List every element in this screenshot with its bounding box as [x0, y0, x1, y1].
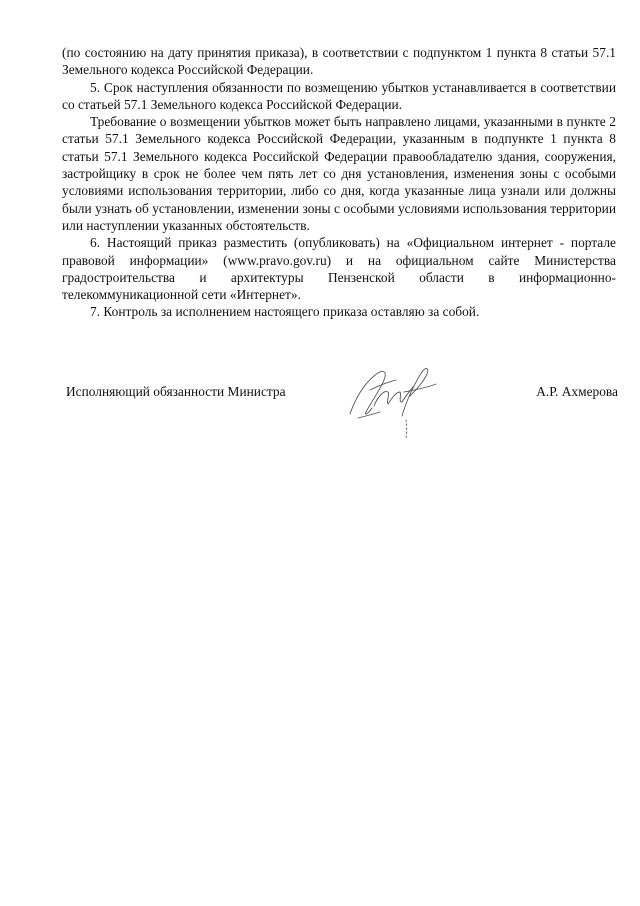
paragraph-continuation: (по состоянию на дату принятия приказа), в соответствии с подпунктом 1 пункта 8 статьи 57.1 Земельного кодекса Российской Федерации. — [62, 45, 616, 78]
paragraph-item-7: 7. Контроль за исполнением настоящего приказа оставляю за собой. — [90, 304, 480, 320]
handwritten-signature — [344, 356, 444, 440]
paragraph-damages-claim: Требование о возмещении убытков может быть направлено лицами, указанными в пункте 2 статьи 57.1 Земельного кодекса Российской Федерации, указанным в подпункте 1 пункта 8 статьи 57.1 Земельного кодекса Российской Федерации правообладателю здания, сооружения, застройщику в срок не более чем пять лет со дня установления, изменения зоны с особыми условиями использования территории, либо со дня, когда указанные лица узнали или должны были узнать об установлении, изменении зоны с особыми условиями использования территории или наступлении указанных обстоятельств. — [62, 114, 616, 233]
document-body — [62, 44, 616, 321]
signatory-role: Исполняющий обязанности Министра — [66, 384, 286, 399]
signature-block — [66, 380, 618, 440]
paragraph-item-6: 6. Настоящий приказ разместить (опубликовать) на «Официальном интернет - портале правовой информации» (www.pravo.gov.ru) и на официальном сайте Министерства градостроительства и архитектуры Пензенской области в информационно-телекоммуникационной сети «Интернет». — [62, 235, 616, 303]
paragraph-item-5: 5. Срок наступления обязанности по возмещению убытков устанавливается в соответствии со статьей 57.1 Земельного кодекса Российской Федерации. — [62, 79, 616, 112]
signatory-name: А.Р. Ахмерова — [536, 384, 618, 399]
